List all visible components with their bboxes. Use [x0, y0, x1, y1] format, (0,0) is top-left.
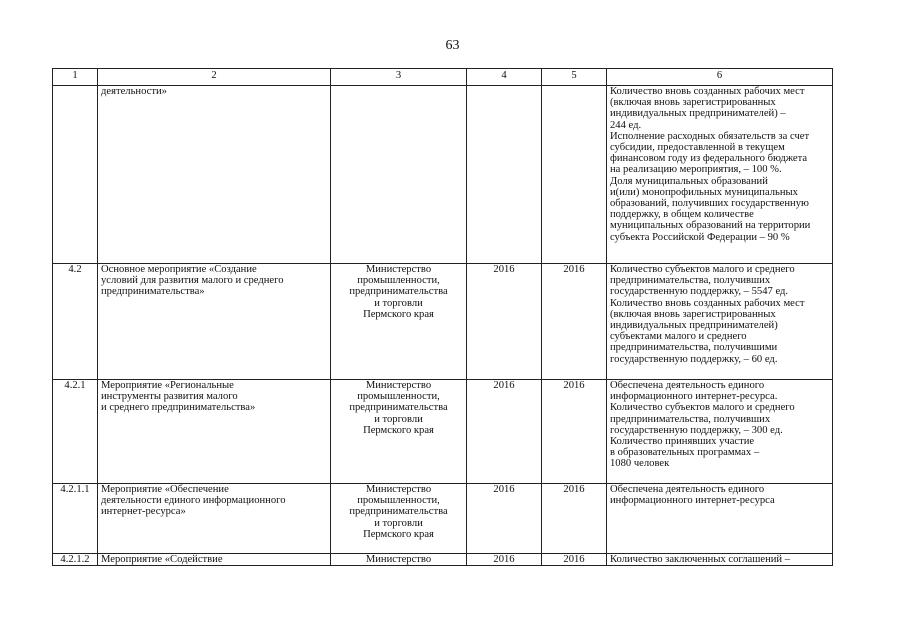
header-cell-5: 5 [542, 69, 607, 86]
executor [331, 86, 467, 264]
activity-name: Основное мероприятие «Создание условий для развития малого и среднего предпринимательства» [98, 264, 331, 380]
expected-result: Обеспечена деятельность единого информационного интернет-ресурса [607, 484, 833, 554]
executor: Министерство промышленности, предпринимательства и торговли Пермского края [331, 484, 467, 554]
table-row [53, 484, 833, 554]
header-cell-3: 3 [331, 69, 467, 86]
row-number: 4.2.1.2 [60, 554, 90, 565]
expected-result: Количество заключенных соглашений – [610, 554, 791, 565]
expected-result: Количество субъектов малого и среднего предпринимательства, получивших государственную поддержку, – 5547 ед. Количество вновь созданных рабочих мест (включая вновь зарегистрированных индивидуальных предпринимателей) субъектами малого и среднего предпринимательства, получившими государственную поддержку, – 60 ед. [607, 264, 833, 380]
header-row [53, 69, 833, 86]
table-row [53, 380, 833, 484]
end-year: 2016 [542, 484, 607, 554]
start-year [467, 86, 542, 264]
header-cell-2: 2 [98, 69, 331, 86]
row-number: 4.2 [53, 264, 98, 380]
start-year: 2016 [493, 554, 515, 565]
table-row [53, 86, 833, 264]
start-year: 2016 [467, 380, 542, 484]
page-number: 63 [445, 38, 460, 53]
expected-result: Обеспечена деятельность единого информационного интернет-ресурса. Количество субъектов малого и среднего предпринимательства, получивших государственную поддержку, – 300 ед. Количество принявших участие в образовательных программах – 1080 человек [607, 380, 833, 484]
end-year [542, 86, 607, 264]
header-cell-6: 6 [607, 69, 833, 86]
header-cell-1: 1 [53, 69, 98, 86]
activity-name: Мероприятие «Обеспечение деятельности единого информационного интернет-ресурса» [98, 484, 331, 554]
table-row [53, 554, 833, 566]
table-row [53, 264, 833, 380]
row-number: 4.2.1 [53, 380, 98, 484]
end-year: 2016 [542, 380, 607, 484]
start-year: 2016 [467, 484, 542, 554]
end-year: 2016 [563, 554, 585, 565]
executor: Министерство промышленности, предпринимательства и торговли Пермского края [331, 264, 467, 380]
program-table [52, 68, 833, 566]
activity-name: деятельности» [98, 86, 331, 264]
expected-result: Количество вновь созданных рабочих мест (включая вновь зарегистрированных индивидуальных предпринимателей) – 244 ед. Исполнение расходных обязательств за счет субсидии, предоставленной в текущем финансовом году из федерального бюджета на реализацию мероприятия, – 100 %. Доля муниципальных образований и(или) монопрофильных муниципальных образований, получивших государственную поддержку, в общем количестве муниципальных образований на территории субъекта Российской Федерации – 90 % [607, 86, 833, 264]
activity-name: Мероприятие «Региональные инструменты развития малого и среднего предпринимательства» [98, 380, 331, 484]
row-number: 4.2.1.1 [53, 484, 98, 554]
executor: Министерство промышленности, предпринимательства и торговли Пермского края [331, 380, 467, 484]
activity-name: Мероприятие «Содействие [101, 554, 223, 565]
end-year: 2016 [542, 264, 607, 380]
row-number [53, 86, 98, 264]
executor: Министерство [365, 554, 432, 565]
header-cell-4: 4 [467, 69, 542, 86]
start-year: 2016 [467, 264, 542, 380]
